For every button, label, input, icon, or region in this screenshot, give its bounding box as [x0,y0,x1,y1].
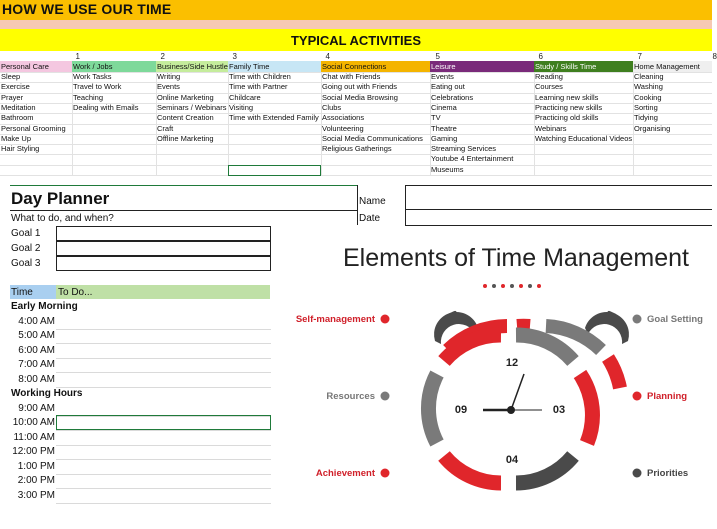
activity-cell[interactable]: Make Up [1,133,32,143]
time-slot-label: 4:00 AM [18,315,55,327]
todo-row[interactable] [56,503,271,504]
svg-text:Self-management: Self-management [295,314,375,325]
selected-todo-cell[interactable] [56,415,271,430]
activity-cell[interactable]: Washing [634,82,663,92]
grid-row-line [0,165,712,166]
name-field[interactable] [405,185,712,210]
activity-cell[interactable]: Time with Extended Family [229,113,319,123]
todo-row[interactable] [56,387,271,388]
activity-cell[interactable]: Prayer [1,92,24,102]
activity-cell[interactable]: Cleaning [634,72,664,81]
grid-row-line [0,175,712,176]
todo-row[interactable] [56,488,271,489]
title-dots-decoration [483,284,541,288]
activity-cell[interactable]: Sleep [1,72,21,81]
activity-cell[interactable]: Content Creation [157,113,214,123]
planner-title: Day Planner [11,189,110,208]
category-header: Home Management [633,61,712,72]
svg-text:Planning: Planning [647,391,688,402]
goal-2-label: Goal 2 [11,243,41,254]
category-header: Study / Skills Time [534,61,633,72]
activity-cell[interactable]: Associations [322,113,365,123]
selected-cell[interactable] [228,165,321,176]
activity-cell[interactable]: Work Tasks [73,72,112,81]
category-header: Family Time [228,61,321,72]
time-header: Time [11,287,33,298]
activity-cell[interactable]: Events [431,72,454,81]
activity-cell[interactable]: Seminars / Webinars [157,102,227,112]
column-number: 3 [232,52,237,61]
clock-hands [483,374,542,414]
activity-cell[interactable]: Social Media Browsing [322,92,398,102]
activity-cell[interactable]: Tidying [634,113,658,123]
svg-text:Achievement: Achievement [315,468,375,479]
activity-cell[interactable]: Dealing with Emails [73,102,139,112]
activity-cell[interactable]: Practicing old skills [535,113,599,123]
activity-cell[interactable]: Cinema [431,102,457,112]
activity-cell[interactable]: TV [431,113,441,123]
activity-cell[interactable]: Visiting [229,102,254,112]
activity-cell[interactable]: Time with Children [229,72,291,81]
planner-section-title: Early Morning [11,301,78,312]
category-header: Work / Jobs [72,61,156,72]
svg-text:Priorities: Priorities [647,468,689,479]
todo-row[interactable] [56,430,271,431]
activity-cell[interactable]: Watching Educational Videos [535,133,633,143]
label-goal-setting [633,314,704,325]
time-slot-label: 6:00 AM [18,344,55,356]
todo-row[interactable] [56,372,271,373]
todo-row[interactable] [56,459,271,460]
activity-cell[interactable]: Streaming Services [431,144,497,154]
activity-cell[interactable]: Online Marketing [157,92,214,102]
category-header: Personal Care [0,61,72,72]
activity-cell[interactable]: Meditation [1,102,36,112]
activity-cell[interactable]: Social Media Communications [322,133,423,143]
activity-cell[interactable]: Bathroom [1,113,34,123]
time-slot-label: 2:00 PM [17,475,55,486]
activity-cell[interactable]: Theatre [431,123,457,133]
todo-row[interactable] [56,343,271,344]
activity-cell[interactable]: Eating out [431,82,465,92]
column-number: 4 [325,52,330,61]
activity-cell[interactable]: Religious Gatherings [322,144,392,154]
pink-band [0,20,712,29]
category-header: Leisure [430,61,534,72]
goal-1-field[interactable] [56,226,271,241]
label-planning [633,391,688,402]
activity-cell[interactable]: Celebrations [431,92,474,102]
todo-row[interactable] [56,445,271,446]
activity-cell[interactable]: Exercise [1,82,30,92]
goal-2-field[interactable] [56,241,271,256]
clock-number-04: 04 [505,454,519,466]
label-self-management [296,314,390,325]
todo-row[interactable] [56,329,271,330]
activity-cell[interactable]: Clubs [322,102,342,112]
activities-title: TYPICAL ACTIVITIES [290,33,421,48]
activity-cell[interactable]: Personal Grooming [1,123,66,133]
planner-title-underline [10,210,357,211]
date-field[interactable] [405,210,712,226]
clock-number-09: 09 [454,404,468,416]
time-slot-label: 8:00 AM [18,373,55,385]
activity-cell[interactable]: Webinars [535,123,567,133]
planner-section-title: Working Hours [11,388,83,399]
column-number: 1 [75,52,80,61]
column-number: 8 [712,52,717,61]
activity-cell[interactable]: Organising [634,123,671,133]
activity-cell[interactable]: Courses [535,82,563,92]
column-number: 2 [160,52,165,61]
time-slot-label: 3:00 PM [17,489,55,501]
activity-cell[interactable]: Museums [431,164,464,174]
clock-number-03: 03 [552,404,566,416]
planner-top-border [10,185,357,186]
time-slot-label: 5:00 AM [18,330,55,341]
time-slot-label: 12:00 PM [12,446,55,457]
activity-cell[interactable]: Learning new skills [535,92,599,102]
category-header: Business/Side Hustle [157,62,228,71]
infographic-title: Elements of Time Management [343,244,689,272]
goal-3-field[interactable] [56,256,271,271]
activity-cell[interactable]: Events [157,82,180,92]
todo-row[interactable] [56,474,271,475]
time-slot-label: 7:00 AM [18,359,55,370]
date-label: Date [359,213,381,224]
activity-cell[interactable]: Cooking [634,92,662,102]
label-priorities [633,468,689,479]
column-number: 6 [538,52,543,61]
time-slot-label: 11:00 AM [13,431,55,443]
activity-cell[interactable]: Reading [535,72,563,81]
activity-cell[interactable]: Going out with Friends [322,82,398,92]
label-achievement [316,468,390,479]
clock-number-12: 12 [505,357,519,369]
goal-3-label: Goal 3 [11,258,41,269]
activity-cell[interactable]: Hair Styling [1,144,40,154]
planner-subtitle: What to do, and when? [11,213,114,224]
goal-1-label: Goal 1 [11,228,41,239]
activity-cell[interactable]: Sorting [634,102,658,112]
time-management-infographic [280,278,712,529]
time-slot-label: 10:00 AM [12,417,55,428]
activity-cell[interactable]: Craft [157,123,174,133]
activity-cell[interactable]: Travel to Work [73,82,122,92]
todo-row[interactable] [56,358,271,359]
category-header: Social Connections [321,61,430,72]
activity-cell[interactable]: Offline Marketing [157,133,214,143]
time-slot-label: 9:00 AM [18,402,55,414]
time-slot-label: 1:00 PM [17,460,55,472]
svg-text:Resources: Resources [326,391,375,402]
activity-cell[interactable]: Practicing new skills [535,102,603,112]
activity-cell[interactable]: Chat with Friends [322,72,381,81]
activity-cell[interactable]: Youtube 4 Entertainment [431,154,514,164]
activity-cell[interactable]: Childcare [229,92,261,102]
name-date-divider [357,185,358,225]
label-resources [326,391,389,402]
activity-cell[interactable]: Gaming [431,133,458,143]
svg-text:Goal Setting: Goal Setting [647,314,703,325]
activity-cell[interactable]: Teaching [73,92,104,102]
sheet-title: HOW WE USE OUR TIME [2,1,172,17]
column-number: 7 [637,52,642,61]
activity-cell[interactable]: Writing [157,72,181,81]
name-label: Name [359,196,386,207]
column-number: 5 [435,52,440,61]
todo-header: To Do... [58,287,93,298]
activity-cell[interactable]: Time with Partner [229,82,288,92]
activity-cell[interactable]: Volunteering [322,123,364,133]
